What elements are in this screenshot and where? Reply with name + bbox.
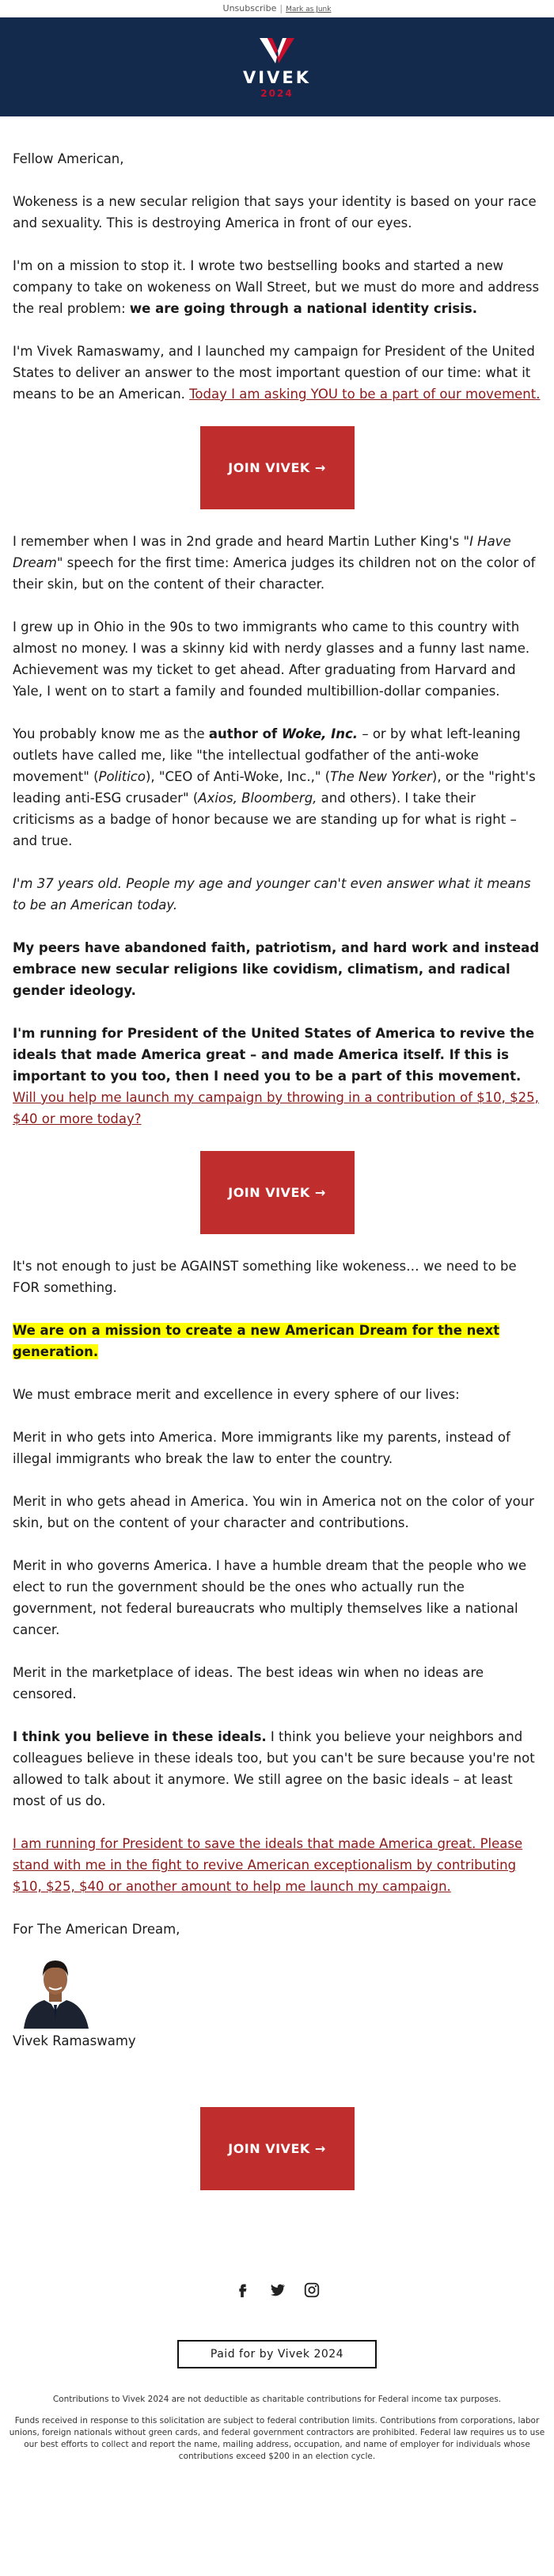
paragraph <box>13 531 541 595</box>
paragraph <box>13 723 541 852</box>
paragraph: I'm 37 years old. People my age and younger can't even answer what it means to be an American today. <box>13 876 531 913</box>
email-footer <box>0 2281 554 2463</box>
facebook-link[interactable] <box>233 2281 251 2302</box>
unsubscribe-link[interactable]: Unsubscribe <box>222 3 277 13</box>
text: You probably know me as the <box>13 726 209 741</box>
email-header <box>0 17 554 116</box>
text: – or by what left-leaning outlets have called me, like "the intellectual godfather of the anti-woke movement" ( <box>13 726 521 784</box>
paragraph <box>13 341 541 405</box>
text: I'm Vivek Ramaswamy, and I launched my campaign for President of the United States to deliver an answer to the most important question of our time: what it means to be an American. <box>13 344 535 402</box>
mark-as-junk-link[interactable]: Mark as Junk <box>286 6 332 13</box>
legal-disclaimer: Funds received in response to this solicitation are subject to federal contribution limits. Contributions from corporations, labor unions, foreign nationals without green cards, and federal government contractors are prohibited. Federal law requires us to use our best efforts to collect and report the name, mailing address, occupation, and name of employer for individuals whose contributions exceed $200 in an election cycle. <box>9 2416 545 2461</box>
brand-year: 2024 <box>260 88 294 99</box>
paragraph: My peers have abandoned faith, patriotism, and hard work and instead embrace new secular religions like covidism, climatism, and radical gender ideology. <box>13 940 540 998</box>
paragraph: Merit in who gets ahead in America. You win in America not on the color of your skin, but on the content of your character and contributions. <box>13 1494 534 1530</box>
paragraph <box>13 1320 541 1362</box>
paragraph <box>13 1726 541 1812</box>
join-vivek-button[interactable]: JOIN VIVEK → <box>200 2107 355 2190</box>
paragraph: Merit in who gets into America. More immigrants like my parents, instead of illegal immigrants who break the law to enter the country. <box>13 1430 510 1466</box>
paragraph <box>13 255 541 319</box>
italic-text: The New Yorker <box>330 769 432 784</box>
paragraph: Merit in the marketplace of ideas. The best ideas win when no ideas are censored. <box>13 1665 484 1701</box>
highlighted-text: We are on a mission to create a new American Dream for the next generation. <box>13 1323 500 1359</box>
book-title: Woke, Inc. <box>281 726 359 741</box>
save-ideals-link[interactable]: I am running for President to save the ideals that made America great. Please stand with me in the fight to revive American exceptionalism by contributing $10, $25, $40 or another amount to help me launch my campaign. <box>13 1836 523 1894</box>
paragraph: It's not enough to just be AGAINST something like wokeness… we need to be FOR something. <box>13 1259 517 1295</box>
join-vivek-button[interactable]: JOIN VIVEK → <box>200 1151 355 1234</box>
top-bar <box>0 0 554 17</box>
instagram-icon <box>303 2281 321 2299</box>
italic-text: "I Have Dream" <box>13 534 511 570</box>
bold-text: we are going through a national identity crisis. <box>129 301 477 316</box>
join-vivek-button[interactable]: JOIN VIVEK → <box>200 426 355 509</box>
text: I remember when I was in 2nd grade and heard Martin Luther King's <box>13 534 464 549</box>
italic-text: Politico <box>98 769 146 784</box>
paid-for-by-box: Paid for by Vivek 2024 <box>177 2340 377 2368</box>
twitter-icon <box>268 2281 286 2299</box>
paragraph: We must embrace merit and excellence in every sphere of our lives: <box>13 1387 460 1402</box>
paragraph <box>13 1833 541 1897</box>
button-row <box>13 426 541 509</box>
movement-link[interactable]: Today I am asking YOU to be a part of our movement. <box>189 387 541 402</box>
paragraph: I grew up in Ohio in the 90s to two immigrants who came to this country with almost no money. I was a skinny kid with nerdy glasses and a funny last name. Achievement was my ticket to get ahead. After graduating from Harvard and Yale, I went on to start a family and founded multibillion-dollar companies. <box>13 619 530 699</box>
legal-disclaimer: Contributions to Vivek 2024 are not deductible as charitable contributions for Federal income tax purposes. <box>52 2395 502 2404</box>
instagram-link[interactable] <box>303 2281 321 2302</box>
avatar <box>13 1948 98 2029</box>
italic-text: Axios, Bloomberg, <box>198 791 317 806</box>
twitter-link[interactable] <box>268 2281 286 2302</box>
social-links <box>0 2281 554 2302</box>
text: and others). I take their criticisms as a badge of honor because we are standing up for what is right – and true. <box>13 791 517 848</box>
bold-text: I think you believe in these ideals. <box>13 1729 267 1744</box>
text: I think you believe your neighbors and colleagues believe in these ideals too, but you can't be sure because you're not allowed to talk about it anymore. We still agree on the basic ideals – at least most of us do. <box>13 1729 535 1808</box>
button-row <box>13 1151 541 1234</box>
text: speech for the first time: America judges its children not on the color of their skin, but on the content of their character. <box>13 555 536 592</box>
signature-name: Vivek Ramaswamy <box>13 2033 136 2048</box>
vivek-logo-icon <box>256 35 298 67</box>
text: ), "CEO of Anti-Woke, Inc.," ( <box>145 769 331 784</box>
bold-text: author of <box>208 726 282 741</box>
signoff: For The American Dream, <box>13 1922 180 1937</box>
facebook-icon <box>233 2281 251 2299</box>
paragraph: Wokeness is a new secular religion that says your identity is based on your race and sexuality. This is destroying America in front of our eyes. <box>13 194 537 231</box>
paragraph <box>13 1023 541 1130</box>
bold-text: I'm running for President of the United States of America to revive the ideals that made America great – and made America itself. If this is important to you too, then I need you to be a part of this movement. <box>13 1026 535 1084</box>
contribution-link[interactable]: Will you help me launch my campaign by throwing in a contribution of $10, $25, $40 or more today? <box>13 1090 539 1126</box>
brand-name: VIVEK <box>243 68 311 87</box>
letter-body <box>0 116 554 2190</box>
text: I'm on a mission to stop it. I wrote two bestselling books and started a new company to take on wokeness on Wall Street, but we must do more and address the real problem: <box>13 258 540 316</box>
text: ), or the "right's leading anti-ESG crusader" ( <box>13 769 536 806</box>
topbar-separator: | <box>279 3 283 13</box>
greeting: Fellow American, <box>13 151 124 166</box>
paragraph: Merit in who governs America. I have a humble dream that the people who we elect to run the government should be the ones who actually run the government, not federal bureaucrats who multiply themselves like a national cancer. <box>13 1558 527 1637</box>
button-row <box>13 2107 541 2190</box>
